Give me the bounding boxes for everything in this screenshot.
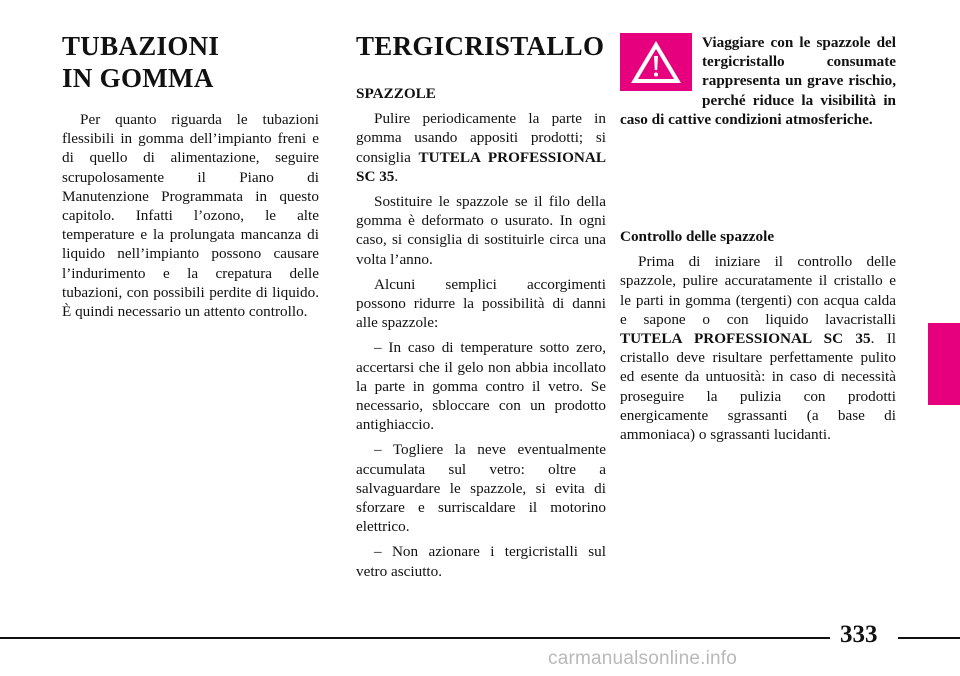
- controllo-paragraph: [620, 252, 896, 444]
- subtitle-controllo: Controllo delle spazzole: [620, 228, 775, 246]
- product-name: TUTELA PROFESSIONAL SC 35: [356, 148, 606, 185]
- warning-text: Viaggiare con le spazzole del tergicristallo consumate rappresenta un grave rischio, perché riduce la visibilità in caso di cattive condizioni atmosferiche.: [620, 34, 896, 128]
- bullet-item-3: – Non azionare i tergicristalli sul vetro asciutto.: [356, 543, 606, 580]
- section-title-tubazioni: [62, 30, 319, 94]
- spazzole-paragraph-1: [356, 109, 606, 186]
- middle-column: [356, 30, 606, 581]
- page-number: 333: [840, 621, 878, 648]
- product-name: TUTELA PROFESSIONAL SC 35: [620, 330, 871, 348]
- watermark: carmanualsonline.info: [548, 648, 738, 669]
- left-column: [62, 30, 319, 321]
- subtitle-spazzole: SPAZZOLE: [356, 85, 436, 102]
- paragraph-text: Pulire periodicamente la parte in gomma usando appositi prodotti; si consiglia: [356, 110, 606, 166]
- chapter-tab-marker: [928, 323, 960, 405]
- paragraph-end: .: [394, 167, 399, 185]
- paragraph-end: . Il cristallo deve risultare perfettamente pulito ed esente da untuosità: in caso di necessità proseguire la pulizia con prodotti energicamente sgrassanti (a base di ammoniaca) o sgrassanti lucidanti.: [620, 330, 896, 444]
- warning-box: [620, 33, 896, 129]
- section-title-tergicristallo: TERGICRISTALLO: [356, 31, 605, 61]
- bullet-item-2: – Togliere la neve eventualmente accumulata sul vetro: oltre a salvaguardare le spazzole, si evita di sforzare e surriscaldare il motorino elettrico.: [356, 441, 606, 536]
- spazzole-paragraph-3: Alcuni semplici accorgimenti possono ridurre la possibilità di danni alle spazzole:: [356, 275, 606, 332]
- footer-rule-right: [898, 637, 960, 639]
- tubazioni-paragraph: Per quanto riguarda le tubazioni flessibili in gomma dell’impianto freni e di quello di alimentazione, seguire scrupolosamente il Piano di Manutenzione Programmata in questo capitolo. Infatti l’ozono, le alte temperature e la prolungata mancanza di liquido nell’impianto possono causare l’indurimento e la crepatura delle tubazioni, con possibili perdite di liquido. È quindi necessario un attento controllo.: [62, 111, 319, 321]
- bullet-item-1: – In caso di temperature sotto zero, accertarsi che il gelo non abbia incollato la parte in gomma contro il vetro. Se necessario, sbloccare con un prodotto antighiaccio.: [356, 339, 606, 434]
- warning-triangle-icon: [620, 33, 692, 91]
- spazzole-paragraph-2: Sostituire le spazzole se il filo della gomma è deformato o usurato. In ogni caso, si consiglia di sostituirle circa una volta l’anno.: [356, 193, 606, 268]
- footer-rule-left: [0, 637, 830, 639]
- title-line-1: TUBAZIONI: [62, 31, 220, 61]
- right-column: [620, 30, 896, 444]
- title-line-2: IN GOMMA: [62, 63, 214, 93]
- paragraph-text: Prima di iniziare il controllo delle spazzole, pulire accuratamente il cristallo e le parti in gomma (tergenti) con acqua calda e sapone o con liquido lavacristalli: [620, 253, 896, 328]
